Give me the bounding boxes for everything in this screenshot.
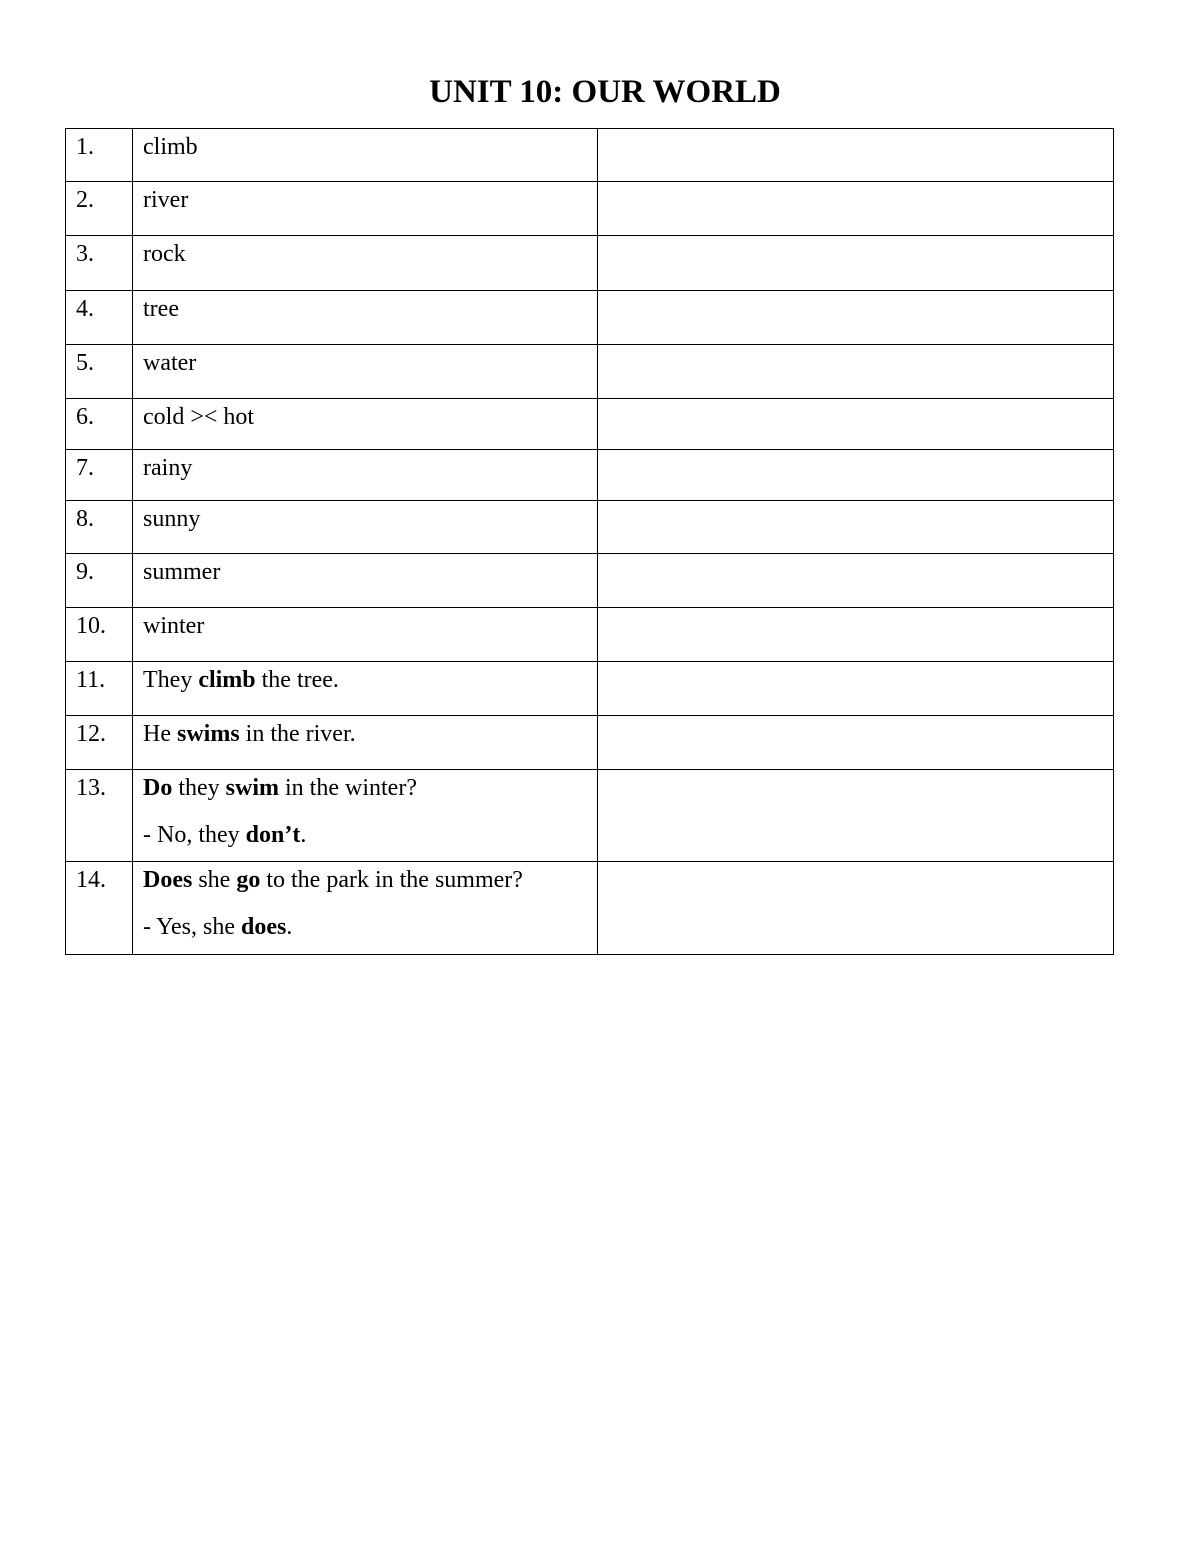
sentence-text: in the winter? xyxy=(279,775,417,801)
vocab-word: rock xyxy=(133,236,598,291)
page-title: UNIT 10: OUR WORLD xyxy=(429,74,781,110)
row-number: 5. xyxy=(66,345,133,399)
sentence-text: to the park in the summer? xyxy=(260,867,523,893)
example-dialogue xyxy=(133,862,598,955)
sentence-text: in the river. xyxy=(239,721,356,747)
vocab-word: cold >< hot xyxy=(133,399,598,450)
keyword: go xyxy=(236,867,261,893)
table-row xyxy=(66,399,1114,450)
keyword: don’t xyxy=(245,822,301,848)
row-number: 3. xyxy=(66,236,133,291)
question-line xyxy=(143,865,587,895)
table-row xyxy=(66,554,1114,608)
vocabulary-table xyxy=(65,128,1114,955)
table-row xyxy=(66,770,1114,862)
row-number: 12. xyxy=(66,716,133,770)
answer-blank[interactable] xyxy=(598,662,1114,716)
keyword: does xyxy=(241,914,287,940)
row-number: 4. xyxy=(66,291,133,345)
table-row xyxy=(66,345,1114,399)
example-sentence xyxy=(133,716,598,770)
keyword: Does xyxy=(143,867,193,893)
table-row xyxy=(66,501,1114,554)
vocab-word: winter xyxy=(133,608,598,662)
answer-blank[interactable] xyxy=(598,236,1114,291)
vocab-word: climb xyxy=(133,129,598,182)
example-sentence xyxy=(133,662,598,716)
answer-line xyxy=(143,912,587,942)
row-number: 13. xyxy=(66,770,133,862)
table-row xyxy=(66,662,1114,716)
answer-blank[interactable] xyxy=(598,770,1114,862)
table-row xyxy=(66,291,1114,345)
sentence-text: They xyxy=(143,667,199,693)
row-number: 10. xyxy=(66,608,133,662)
answer-blank[interactable] xyxy=(598,501,1114,554)
keyword: climb xyxy=(198,667,256,693)
question-line xyxy=(143,773,587,803)
keyword: swims xyxy=(176,721,240,747)
sentence-text: - No, they xyxy=(143,822,246,848)
answer-blank[interactable] xyxy=(598,608,1114,662)
vocab-word: tree xyxy=(133,291,598,345)
row-number: 1. xyxy=(66,129,133,182)
row-number: 2. xyxy=(66,182,133,236)
answer-blank[interactable] xyxy=(598,554,1114,608)
row-number: 6. xyxy=(66,399,133,450)
table-row xyxy=(66,236,1114,291)
answer-blank[interactable] xyxy=(598,862,1114,955)
vocab-word: sunny xyxy=(133,501,598,554)
table-row xyxy=(66,608,1114,662)
answer-line xyxy=(143,820,587,850)
row-number: 11. xyxy=(66,662,133,716)
row-number: 7. xyxy=(66,450,133,501)
row-number: 14. xyxy=(66,862,133,955)
table-row xyxy=(66,862,1114,955)
row-number: 8. xyxy=(66,501,133,554)
sentence-text: the tree. xyxy=(255,667,339,693)
sentence-text: she xyxy=(192,867,237,893)
vocab-word: water xyxy=(133,345,598,399)
row-number: 9. xyxy=(66,554,133,608)
sentence-text: they xyxy=(172,775,226,801)
answer-blank[interactable] xyxy=(598,450,1114,501)
vocab-word: rainy xyxy=(133,450,598,501)
sentence-text: . xyxy=(300,822,307,848)
answer-blank[interactable] xyxy=(598,716,1114,770)
sentence-text: - Yes, she xyxy=(143,914,242,940)
table-row xyxy=(66,182,1114,236)
answer-blank[interactable] xyxy=(598,399,1114,450)
answer-blank[interactable] xyxy=(598,291,1114,345)
answer-blank[interactable] xyxy=(598,345,1114,399)
answer-blank[interactable] xyxy=(598,182,1114,236)
keyword: swim xyxy=(225,775,280,801)
keyword: Do xyxy=(143,775,173,801)
table-row xyxy=(66,716,1114,770)
answer-blank[interactable] xyxy=(598,129,1114,182)
example-dialogue xyxy=(133,770,598,862)
table-row xyxy=(66,450,1114,501)
sentence-text: He xyxy=(143,721,177,747)
vocab-word: river xyxy=(133,182,598,236)
vocab-word: summer xyxy=(133,554,598,608)
sentence-text: . xyxy=(286,914,293,940)
table-row xyxy=(66,129,1114,182)
